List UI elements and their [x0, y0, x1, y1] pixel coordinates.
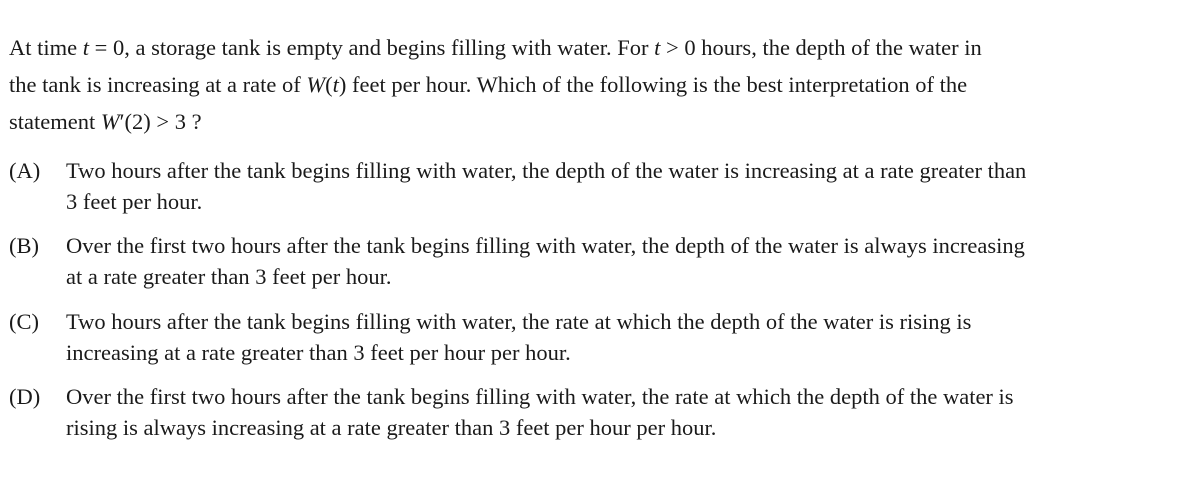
- choice-line: 3 feet per hour.: [66, 189, 203, 214]
- question-text: = 0, a storage tank is empty and begins filling with water. For: [89, 35, 655, 60]
- choice-text: [66, 381, 1186, 443]
- function-w: W: [306, 72, 326, 97]
- question-text: ) feet per hour. Which of the following is the best interpretation of the: [338, 72, 968, 97]
- question-line-2: [9, 66, 1189, 103]
- choice-letter: (B): [9, 233, 39, 258]
- choice-line: Two hours after the tank begins filling with water, the rate at which the depth of the water is rising is: [66, 309, 972, 334]
- choice-line: Over the first two hours after the tank begins filling with water, the depth of the water is always increasing: [66, 233, 1025, 258]
- choice-letter: (A): [9, 158, 41, 183]
- choice-line: at a rate greater than 3 feet per hour.: [66, 264, 392, 289]
- choice-letter: (D): [9, 384, 41, 409]
- function-w: W: [100, 109, 120, 134]
- question-text: the tank is increasing at a rate of: [9, 72, 307, 97]
- choice-letter: (C): [9, 309, 39, 334]
- variable-t: t: [654, 35, 661, 60]
- variable-t: t: [82, 35, 90, 60]
- question-stem: [9, 29, 1189, 140]
- choice-line: Two hours after the tank begins filling with water, the depth of the water is increasing at a rate greater than: [66, 158, 1027, 183]
- question-line-1: [9, 29, 1189, 66]
- question-text: (: [325, 72, 333, 97]
- choice-line: Over the first two hours after the tank begins filling with water, the rate at which the depth of the water is: [66, 384, 1014, 409]
- question-text: > 0 hours, the depth of the water in: [660, 35, 982, 60]
- question-line-3: [9, 103, 1189, 140]
- question-text: At time: [9, 35, 83, 60]
- choice-text: [66, 155, 1186, 217]
- choice-text: [66, 230, 1186, 292]
- choice-text: [66, 306, 1186, 368]
- question-text: statement: [9, 109, 101, 134]
- variable-t: t: [332, 72, 339, 97]
- question-text: ′(2) > 3 ?: [119, 109, 202, 134]
- choice-line: increasing at a rate greater than 3 feet per hour per hour.: [66, 340, 571, 365]
- choice-line: rising is always increasing at a rate greater than 3 feet per hour per hour.: [66, 415, 717, 440]
